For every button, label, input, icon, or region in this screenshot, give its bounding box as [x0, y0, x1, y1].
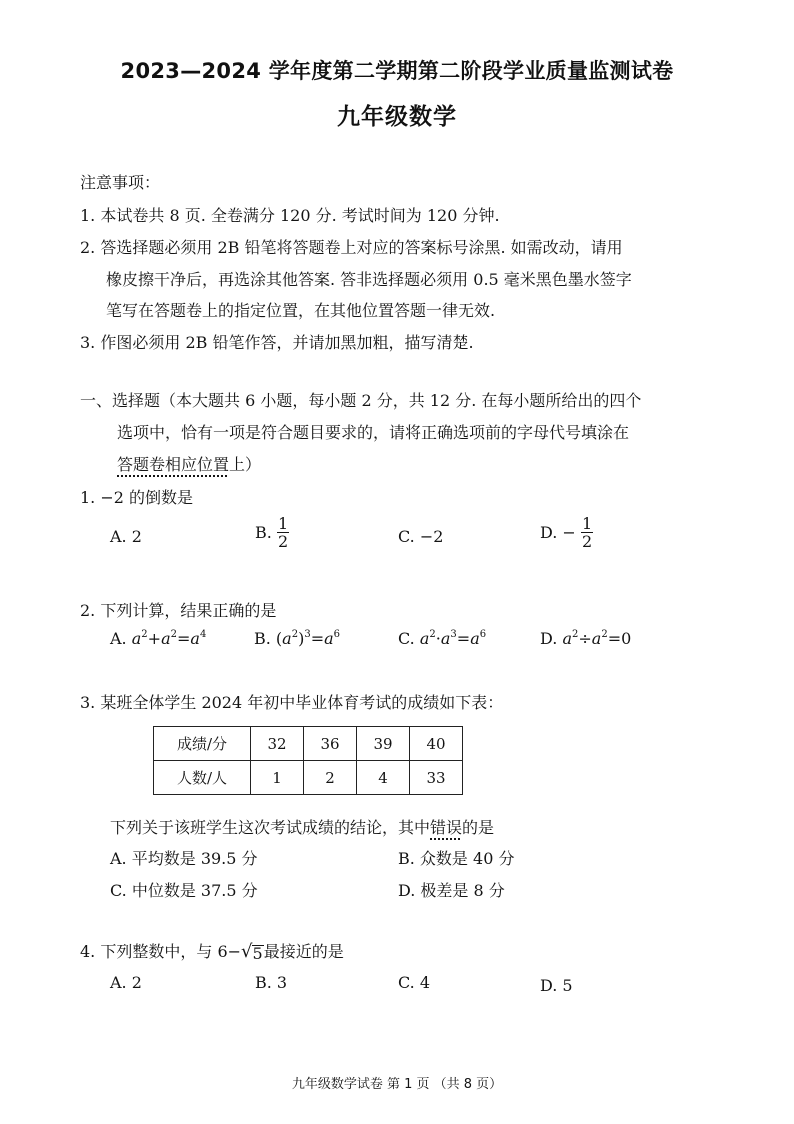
q3-option-d: D. 极差是 8 分 — [398, 881, 505, 900]
sqrt-symbol: √ 5 — [241, 941, 263, 963]
q4-option-c: C. 4 — [398, 973, 431, 992]
q2-option-b: B. $(a^2)^3=a^6$ — [254, 629, 341, 648]
note-item-2-cont2: 笔写在答题卷上的指定位置，在其他位置答题一律无效. — [106, 301, 496, 320]
q2-option-c: C. $a^2\cdot a^3=a^6$ — [398, 629, 487, 648]
table-header-score: 成绩/分 — [154, 727, 251, 761]
question-4-stem: 4. 下列整数中，与 6− √ 5 最接近的是 — [80, 941, 344, 963]
table-cell: 40 — [410, 727, 463, 761]
section-instructions: 选项中，恰有一项是符合题目要求的，请将正确选项前的字母代号填涂在 — [117, 423, 630, 442]
table-header-count: 人数/人 — [154, 761, 251, 795]
exam-subtitle: 九年级数学 — [337, 104, 457, 130]
q3-option-a: A. 平均数是 39.5 分 — [110, 849, 258, 868]
note-item-3: 3. 作图必须用 2B 铅笔作答，并请加黑加粗，描写清楚. — [80, 333, 474, 352]
note-item-2-cont: 橡皮擦干净后，再选涂其他答案. 答非选择题必须用 0.5 毫米黑色墨水签字 — [106, 270, 632, 289]
q2-option-d: D. $a^2\div a^2=0$ — [540, 629, 632, 648]
emphasis-wrong: 错误 — [430, 818, 463, 837]
table-cell: 32 — [251, 727, 304, 761]
table-row — [154, 761, 463, 795]
q2-option-a: A. $a^2+a^2=a^4$ — [110, 629, 207, 648]
q1-option-a: A. 2 — [110, 527, 142, 546]
question-3-stem: 3. 某班全体学生 2024 年初中毕业体育考试的成绩如下表： — [80, 693, 504, 712]
q1-option-b: B. $\frac{1}{2}$ — [255, 514, 289, 551]
note-item-2: 2. 答选择题必须用 2B 铅笔将答题卷上对应的答案标号涂黑. 如需改动，请用 — [80, 238, 623, 257]
notes-heading: 注意事项： — [80, 173, 161, 192]
emphasis-answer-position: 答题卷相应位置 — [117, 455, 230, 474]
q4-option-a: A. 2 — [110, 973, 142, 992]
table-cell: 36 — [304, 727, 357, 761]
question-2-stem: 2. 下列计算，结果正确的是 — [80, 601, 277, 620]
q1-option-c: C. −2 — [398, 527, 444, 546]
note-item-1: 1. 本试卷共 8 页. 全卷满分 120 分. 考试时间为 120 分钟. — [80, 206, 500, 225]
score-table — [153, 726, 463, 795]
q4-option-b: B. 3 — [255, 973, 288, 992]
page-footer: 九年级数学试卷 第 1 页 （共 8 页） — [291, 1077, 503, 1092]
section-instructions-end: 答题卷相应位置上） — [117, 455, 262, 474]
q4-option-d: D. 5 — [540, 976, 573, 995]
section-heading: 一、选择题（本大题共 6 小题，每小题 2 分，共 12 分. 在每小题所给出的四个 — [80, 391, 642, 410]
table-row — [154, 727, 463, 761]
table-cell: 2 — [304, 761, 357, 795]
question-3-prompt: 下列关于该班学生这次考试成绩的结论，其中错误的是 — [110, 818, 495, 837]
q3-option-b: B. 众数是 40 分 — [398, 849, 515, 868]
q3-option-c: C. 中位数是 37.5 分 — [110, 881, 258, 900]
q1-option-d: D. − $\frac{1}{2}$ — [540, 514, 593, 551]
table-cell: 33 — [410, 761, 463, 795]
question-1-stem: 1. −2 的倒数是 — [80, 488, 194, 507]
table-cell: 4 — [357, 761, 410, 795]
table-cell: 1 — [251, 761, 304, 795]
exam-title: 2023—2024 学年度第二学期第二阶段学业质量监测试卷 — [120, 59, 674, 83]
table-cell: 39 — [357, 727, 410, 761]
